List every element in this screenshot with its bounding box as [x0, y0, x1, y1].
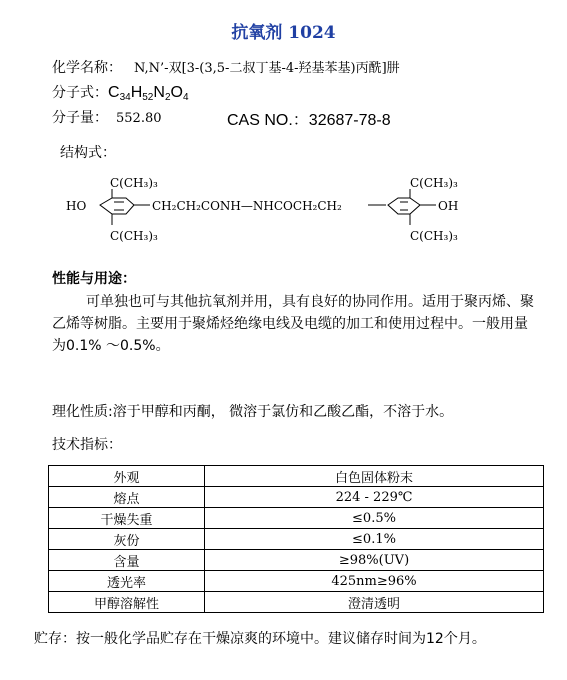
- mol-weight-value: 552.80: [116, 111, 162, 126]
- formula-row: [52, 82, 189, 103]
- mol-weight-row: [52, 107, 162, 127]
- spec-value: ≥98%(UV): [205, 550, 544, 571]
- spec-table: [48, 465, 544, 613]
- left-top-tbutyl: C(CH₃)₃: [110, 176, 158, 190]
- spec-item: 外观: [49, 466, 205, 487]
- table-row: [49, 592, 544, 613]
- spec-value: ≤0.1%: [205, 529, 544, 550]
- spec-item: 熔点: [49, 487, 205, 508]
- spec-value: 224 - 229℃: [205, 487, 544, 508]
- spec-item: 含量: [49, 550, 205, 571]
- table-row: [49, 529, 544, 550]
- left-bottom-tbutyl: C(CH₃)₃: [110, 229, 158, 243]
- table-row: [49, 571, 544, 592]
- chem-name-value: N,N’-双[3-(3,5-二叔丁基-4-羟基苯基)丙酰]肼: [134, 61, 400, 76]
- structure-label: 结构式：: [60, 145, 116, 161]
- linker-chain: CH₂CH₂CONH—NHCOCH₂CH₂: [152, 199, 342, 213]
- formula-value: $C_{34}H_{52}N_2O_4$: [108, 84, 189, 103]
- oh-group: OH: [438, 199, 459, 213]
- chem-name-label: 化学名称：: [52, 60, 122, 76]
- spec-item: 甲醇溶解性: [49, 592, 205, 613]
- performance-heading: 性能与用途：: [52, 271, 136, 287]
- mol-weight-label: 分子量：: [52, 110, 108, 126]
- table-row: [49, 508, 544, 529]
- properties-text: 理化性质:溶于甲醇和丙酮， 微溶于氯仿和乙酸乙酯，不溶于水。: [52, 404, 454, 420]
- table-row: [49, 550, 544, 571]
- spec-value: 白色固体粉末: [205, 466, 544, 487]
- spec-item: 干燥失重: [49, 508, 205, 529]
- spec-item: 透光率: [49, 571, 205, 592]
- right-bottom-tbutyl: C(CH₃)₃: [410, 229, 458, 243]
- structural-formula: [0, 165, 567, 255]
- right-benzene-ring: [388, 198, 420, 214]
- performance-text: 可单独也可与其他抗氧剂并用，具有良好的协同作用。适用于聚丙烯、聚乙烯等树脂。主要用于聚烯烃绝缘电线及电缆的加工和使用过程中。一般用量为0.1% ～0.5%。: [52, 294, 534, 354]
- right-top-tbutyl: C(CH₃)₃: [410, 176, 458, 190]
- spec-value: 澄清透明: [205, 592, 544, 613]
- document-title: 抗氧剂 1024: [231, 23, 336, 43]
- table-row: [49, 466, 544, 487]
- spec-value: ≤0.5%: [205, 508, 544, 529]
- chem-name-row: [52, 57, 400, 77]
- spec-item: 灰份: [49, 529, 205, 550]
- spec-value: 425nm≥96%: [205, 571, 544, 592]
- left-benzene-ring: [100, 198, 134, 214]
- ho-group: HO: [66, 199, 87, 213]
- cas-number: CAS NO.：32687-78-8: [227, 112, 391, 129]
- storage-note: 贮存：按一般化学品贮存在干燥凉爽的环境中。建议储存时间为12个月。: [34, 631, 486, 647]
- table-row: [49, 487, 544, 508]
- formula-label: 分子式：: [52, 85, 108, 101]
- spec-label: 技术指标：: [52, 437, 122, 453]
